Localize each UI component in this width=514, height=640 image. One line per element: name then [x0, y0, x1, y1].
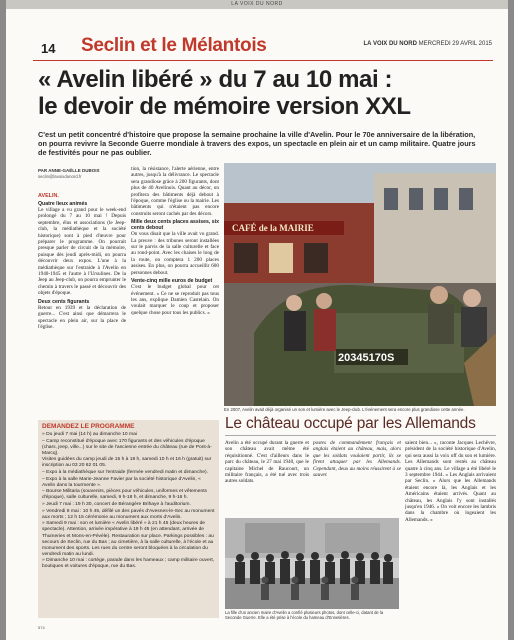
paragraph: Le village a vu grand pour le week-end prolongé du 7 au 10 mai ! Depuis septembre, élus et associations (le Jeep-club, la médiathèque et la société historique) sont à pied d'œuvre pour préparer le programme. On pourrait presque parler de circuit de la mémoire, puisque dès jeudi après-midi, on pourra découvrir deux expos. L'une à la médiathèque sur l'entraide à l'Avelin en 1940-1945 et l'autre à l'Ursulines. De la Jeep au Jeep-club, on pourra emprunter le chemin à travers le passé et découvrir des objets d'époque. — [38, 207, 126, 297]
photo-archive-group — [225, 518, 399, 609]
main-headline — [38, 66, 498, 120]
byline-author: PAR ANNE-GAËLLE DUBOIS — [38, 168, 100, 173]
paragraph: saient bien... », raconte Jacques Lechêvre, président de la société historique d'Avelin, qui sera aussi la voix off du son et lumière. Les Allemands sont restés au château quatre à cinq ans. Le village a été libéré le 3 septembre 1944. « Les Anglais arrivaient par Seclin. » Alors que les Allemands étaient encore là, les Anglais et les Américains étaient arrivés. Quant au château, les Anglais l'y sont installés jusqu'en 1946. « On voit encore les lambris dans la chambre où logeaient les Allemands. » — [405, 440, 496, 523]
subhead: Quatre lieux animés — [38, 201, 88, 207]
photo-reenactment-drawing — [224, 163, 496, 406]
subhead: Deux cents figurants — [38, 298, 90, 305]
subhead: Mille deux cents places assises, six cents debout — [131, 219, 219, 232]
headline-line-2: le devoir de mémoire version XXL — [38, 93, 411, 120]
publication-name: LA VOIX DU NORD — [363, 41, 417, 47]
programme-item: – Expo à la salle Marie-Jeanne Favier par la société historique d'Avelin, « Avelin dans la tourmente ». — [42, 476, 201, 488]
page-footer: 574 — [38, 625, 45, 630]
newspaper-page — [6, 0, 508, 640]
archive-photo-caption: La fille d'un ancien maire d'Avelin a confié plusieurs photos, dont celle-ci, datant de la Seconde Guerre. Elle a été prise à l'école du hameau d'Ennetières. — [225, 610, 384, 620]
photo-reenactment — [224, 163, 496, 406]
publication-info — [364, 41, 493, 47]
top-strip: LA VOIX DU NORD — [6, 0, 508, 9]
programme-item: – Camp reconstitué d'époque avec 170 figurants et des véhicules d'époque (chars, jeep, ville...) sur le site de l'ancienne entrée du château (rue de Pont-à-Marcq). — [42, 438, 212, 456]
photo-caption: En 2007, Avelin avait déjà organisé un son et lumière avec le Jeep-club. L'événement sera encore plus grandiose cette année. — [224, 407, 465, 412]
programme-item: – Bourse Militaria (souvenirs, pièces pour véhicules, uniformes et vêtements d'époque), salle culturelle, samedi, 9 h-18 h, et dimanche, 9 h-16 h. — [42, 489, 207, 501]
secondary-rule — [225, 435, 496, 436]
paragraph: C'est le budget global pour cet événement. « Ce ne se reproduit pas tous les ans, explique Damien Castelain. On voulait marquer le coup et proposer quelque chose pour tous les publics. » — [131, 284, 219, 316]
programme-item: » Jeudi 7 mai : 19 h 30, concert de Bérangère Brihaye à l'auditorium. — [42, 502, 191, 508]
programme-title: DEMANDEZ LE PROGRAMME — [42, 423, 135, 430]
section-title: Seclin et le Mélantois — [81, 35, 267, 56]
article-column-2 — [131, 166, 219, 418]
programme-item: – Expo à la médiathèque sur l'entraide (fermée vendredi matin et dimanche). — [42, 470, 208, 476]
photo-archive-drawing — [225, 518, 399, 609]
paragraph: Avelin a été occupé durant la guerre et son château avait même été réquisitionné. C'est d'ailleurs dans le parc du château, le 27 mai 1940, que le capitaine Michel de Raucourt, un militaire français, a été tué avec trois autres soldats. — [225, 440, 309, 485]
header-rule — [33, 60, 493, 61]
programme-item: » Du jeudi 7 mai (14 h) au dimanche 10 mai — [42, 432, 137, 437]
paragraph: On vous disait que la ville avait vu grand. La preuve : des tribunes seront installées sur le parvis de la salle culturelle et face au rond-point. Avec les chaises le long de la route, on comptera 1 200 places assises. En plus, on pourra accueillir 600 personnes debout. — [131, 231, 219, 276]
subhead: Vente-cinq mille euros de budget — [131, 278, 213, 285]
dateline: AVELIN. — [38, 193, 59, 199]
byline-email: seclin@lavoixdunord.fr — [38, 174, 82, 179]
article2-column-3 — [405, 440, 496, 620]
paragraph: Retour en 1939 et la déclaration de guerre... C'est ainsi que démarrera le spectacle en plein air, sur la place de l'église. — [38, 304, 126, 330]
secondary-headline: Le château occupé par les Allemands — [225, 415, 476, 432]
article-column-1 — [38, 193, 126, 415]
vehicle-plate: 20345170S — [338, 352, 395, 364]
article2-column-1 — [225, 440, 309, 515]
article2-column-2 — [313, 440, 401, 515]
paragraph: postes de commandement français et anglais étaient au château, mais, alors que les soldats voulaient partir, ils se firent attaquer par les Allemands. Cependant, deux au moins réussirent à se sauver. — [313, 440, 401, 479]
programme-item: » Dimanche 10 mai : cortège, parade dans les hameaux ; camp militaire ouvert, boutiques et voitures d'époque, rue du Bas. — [42, 558, 215, 570]
programme-item: Visites guidées du camp jeudi de 15 h à 18 h, samedi 10 h et 16 h (gratuit) sur inscription au 03 20 62 01 05. — [42, 457, 212, 469]
article-lede: C'est un petit concentré d'histoire que propose la semaine prochaine la ville d'Avelin. Pour le 70e anniversaire de la libération, on pourra revivre la Seconde Guerre mondiale à travers des expos, un spectacle en plein air et un camp militaire. Quatre jours de festivités pour ne pas oublier. — [38, 130, 476, 157]
publication-date: MERCREDI 29 AVRIL 2015 — [418, 41, 492, 47]
programme-box — [38, 420, 219, 618]
programme-item: » Samedi 9 mai : son et lumière « Avelin libéré » à 21 h 45 (deux heures de spectacle). Attention, arrivée impérative à 19 h 45 (en attendant, arrivée de Thumeries et Mons-en-Pévèle). Restauration sur place. Parkings possibles : au secours de Seclin, rue du Bas ; au cimetière, à la salle culturelle, à l'école et au monument des sports. Les rues du centre seront bloquées à la circulation du vendredi matin au lundi. — [42, 521, 214, 557]
headline-line-1: « Avelin libéré » du 7 au 10 mai : — [38, 66, 393, 93]
page-header — [33, 35, 498, 59]
page-number: 14 — [41, 41, 56, 56]
programme-item: » Vendredi 8 mai : 10 h 45, défilé un des pavés d'Avesnes-le-Sec au monument aux morts ; 12 h 15 cérémonie au monument aux morts d'Avelin. — [42, 508, 215, 520]
paragraph: tion, la résistance, l'alerte aérienne, entre autres, jusqu'à la délivrance. Le spectacle sera grandiose grâce à 200 figurants, dont plus de 40 Avelinois. Quant au décor, on profitera des bâtiments déjà debout à l'époque, comme l'église ou la mairie. Les bâtiments qui n'étaient pas encore construits seront cachés par des décors. — [131, 166, 219, 217]
storefront-sign: CAFÉ de la MAIRIE — [232, 223, 314, 233]
